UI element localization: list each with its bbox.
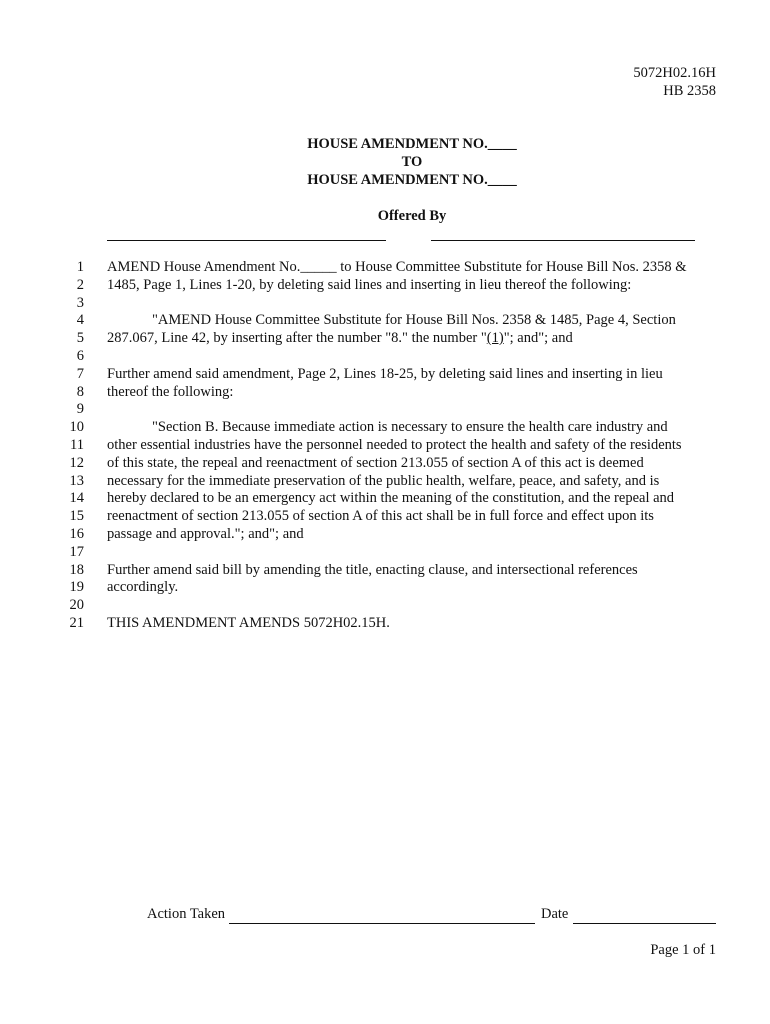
line-number: 15 [69,508,84,525]
body-line: THIS AMENDMENT AMENDS 5072H02.15H. [107,614,390,631]
bill-number: HB 2358 [663,83,716,99]
body-line [107,597,687,615]
line-number: 9 [76,401,84,418]
body-line: 1485, Page 1, Lines 1-20, by deleting said lines and inserting in lieu thereof the following: [107,276,632,293]
amendment-body [107,259,687,633]
body-line [107,330,687,348]
body-line: Further amend said bill by amending the title, enacting clause, and intersectional references [107,561,638,578]
body-line: thereof the following: [107,383,234,400]
body-line: AMEND House Amendment No._____ to House Committee Substitute for House Bill Nos. 2358 & [107,259,687,275]
date-label: Date [541,906,569,922]
line-number: 12 [69,454,84,471]
line-number: 10 [69,419,84,436]
body-line: of this state, the repeal and reenactment of section 213.055 of section A of this act is deemed [107,454,644,471]
amendment-title-line-1: HOUSE AMENDMENT NO.____ [307,136,517,152]
body-line-text: "; and"; and [503,330,573,347]
line-number: 21 [69,614,84,631]
line-number: 19 [69,579,84,596]
body-line: reenactment of section 213.055 of section A of this act shall be in full force and effect upon its [107,508,654,525]
district-signature-line [431,240,695,241]
line-number: 17 [69,543,84,560]
date-line [573,923,716,924]
body-line [107,348,687,366]
offered-by-label: Offered By [377,208,447,224]
line-number: 6 [76,347,84,364]
sponsor-signature-line [107,240,386,241]
action-taken-label: Action Taken [147,906,226,922]
body-line: Further amend said amendment, Page 2, Lines 18-25, by deleting said lines and inserting in lieu [107,365,663,382]
page-number: Page 1 of 1 [650,942,716,958]
line-number: 1 [76,259,84,275]
line-number: 16 [69,525,84,542]
line-numbers-column [40,259,84,633]
body-line: hereby declared to be an emergency act within the meaning of the constitution, and the repeal and [107,490,675,507]
body-line [107,544,687,562]
line-number: 18 [69,561,84,578]
line-number: 2 [76,276,84,293]
amendment-title-line-2: TO [401,154,423,170]
action-taken-line [229,923,535,924]
body-line: other essential industries have the personnel needed to protect the health and safety of the residents [107,436,682,453]
inserted-number: (1) [486,330,504,347]
body-line: accordingly. [107,579,179,596]
line-number: 7 [76,365,84,382]
line-number: 8 [76,383,84,400]
line-number: 14 [69,490,84,507]
body-line: passage and approval."; and"; and [107,525,304,542]
body-line: "AMEND House Committee Substitute for House Bill Nos. 2358 & 1485, Page 4, Section [152,312,676,329]
body-line: "Section B. Because immediate action is necessary to ensure the health care industry and [152,419,668,436]
line-number: 20 [69,597,84,614]
line-number: 11 [70,436,84,453]
body-line-text: 287.067, Line 42, by inserting after the number "8." the number " [107,330,487,347]
body-line [107,295,687,313]
line-number: 13 [69,472,84,489]
line-number: 3 [76,294,84,311]
body-line: necessary for the immediate preservation of the public health, welfare, peace, and safety, and is [107,472,660,489]
amendment-title-line-3: HOUSE AMENDMENT NO.____ [307,172,517,188]
line-number: 4 [76,312,84,329]
document-id: 5072H02.16H [633,65,716,81]
body-line [107,401,687,419]
line-number: 5 [76,330,84,347]
